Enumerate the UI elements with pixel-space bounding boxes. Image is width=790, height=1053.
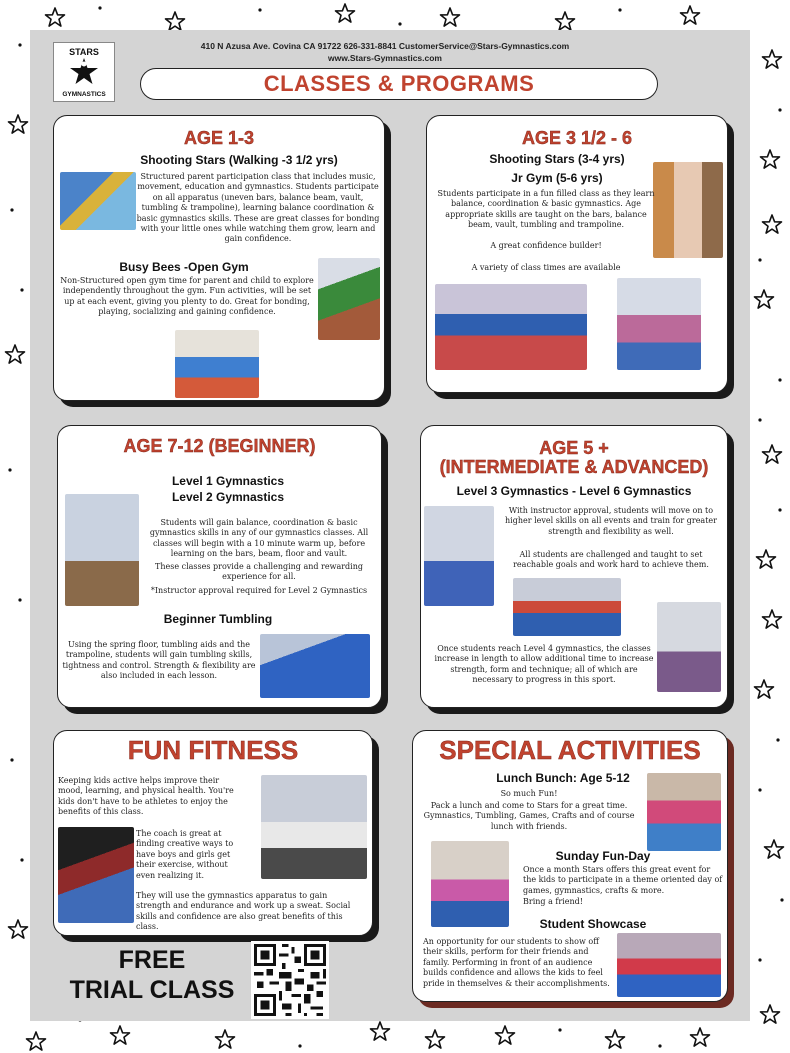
card-title: SPECIAL ACTIVITIES — [439, 735, 701, 765]
apparatus-text: They will use the gymnastics apparatus to gain strength and endurance and work up a sweat. Social skills and confidence are also great benefits of this class. — [136, 891, 351, 932]
fitness-class-photo — [261, 775, 367, 879]
shooting-stars-text: Structured parent participation class that includes music, movement, education and gymnastics. Students participate on all apparatus (uneven bars, balance beam, vault, tumbling & trampoline), learning balance coordination & basic gymnastics skills. These are great classes for bonding with your little ones while watching them grow, learn and gain confidence. — [136, 172, 380, 244]
showcase-heading: Student Showcase — [539, 917, 647, 931]
free-trial-line-2: TRIAL CLASS — [69, 976, 235, 1004]
qr-code-icon — [251, 941, 329, 1019]
logo-star-icon — [54, 43, 114, 101]
card-fun-fitness — [53, 730, 373, 936]
level-4-text: Once students reach Level 4 gymnastics, the classes increase in length to allow additional time to increase strength, form and technique; all of which are necessary to progress in this sport. — [434, 644, 654, 685]
card-title: AGE 1-3 — [183, 128, 255, 148]
class-description: Students participate in a fun filled class as they learn balance, coordination & basic gymnastics. Age appropriate skills are taught on the bars, balance beam, vault, tumbling and trampoline. — [437, 189, 655, 230]
toddler-photo — [60, 172, 136, 230]
level-1-heading: Level 1 Gymnastics — [171, 474, 285, 488]
confidence-line: A great confidence builder! — [490, 241, 602, 250]
lunch-text: Pack a lunch and come to Stars for a great time. Gymnastics, Tumbling, Games, Crafts and of course lunch with friends. — [423, 801, 635, 831]
beam-photo — [513, 578, 621, 636]
card-special-activities — [412, 730, 728, 1002]
card-title: FUN FITNESS — [127, 735, 299, 765]
group-class-photo — [435, 284, 587, 370]
class-description: Students will gain balance, coordination & basic gymnastics skills in any of our gymnastics classes. All classes will begin with a 10 minute warm up, before learning on the bars, beam, floor and vault. — [149, 518, 369, 559]
coach-photo — [58, 827, 134, 923]
fitness-intro: Keeping kids active helps improve their mood, learning, and physical health. You're kids don't have to be athletes to enjoy the benefits of this class. — [58, 776, 234, 817]
tumbling-text: Using the spring floor, tumbling aids and the trampoline, students will gain tumbling skills, tightness and control. Strength & flexibility are also included in each lesson. — [62, 640, 256, 681]
bring-friend: Bring a friend! — [523, 897, 583, 906]
jr-gym-heading: Jr Gym (5-6 yrs) — [511, 171, 603, 185]
card-title: AGE 3 1/2 - 6 — [521, 128, 633, 148]
website-link[interactable]: www.Stars-Gymnastics.com — [327, 53, 442, 63]
card-age-3-6 — [426, 115, 728, 393]
logo-bottom-text: GYMNASTICS — [62, 91, 106, 98]
balance-photo — [657, 602, 721, 692]
sunday-funday-heading: Sunday Fun-Day — [555, 849, 651, 863]
free-trial-callout — [52, 945, 252, 1005]
shooting-stars-heading: Shooting Stars (Walking -3 1/2 yrs) — [140, 153, 338, 167]
lunch-bunch-heading: Lunch Bunch: Age 5-12 — [496, 771, 630, 785]
gymnast-pose-photo — [65, 494, 139, 606]
card-title: AGE 7-12 (BEGINNER) — [123, 436, 316, 456]
instructor-note: *Instructor approval required for Level 2 Gymnastics — [150, 586, 368, 595]
busy-bees-text: Non-Structured open gym time for parent and child to explore independently throughout the gym. Fun activities, will be set up at each event, giving you plenty to do. Great for bonding, playing, socializing and gaining confidence. — [60, 276, 314, 317]
open-gym-photo — [318, 258, 380, 340]
qr-code[interactable] — [251, 941, 329, 1019]
showcase-photo — [617, 933, 721, 997]
class-times-note: A variety of class times are available — [471, 263, 621, 272]
intermediate-text: With instructor approval, students will move on to higher level skills on all events and train for greater strength and flexibility as well. — [505, 506, 717, 536]
card-age-7-12 — [57, 425, 382, 708]
page-title: CLASSES & PROGRAMS — [140, 68, 658, 100]
tumbling-photo — [260, 634, 370, 698]
logo-top-text: STARS — [69, 47, 99, 57]
sunday-photo — [431, 841, 509, 927]
card-age-5-plus — [420, 425, 728, 708]
beginner-tumbling-heading: Beginner Tumbling — [163, 612, 273, 626]
child-play-photo — [175, 330, 259, 398]
bars-photo — [617, 278, 701, 370]
shooting-stars-heading: Shooting Stars (3-4 yrs) — [489, 152, 625, 166]
class-description-2: These classes provide a challenging and rewarding experience for all. — [155, 562, 363, 582]
free-trial-line-1: FREE — [118, 946, 186, 974]
goals-text: All students are challenged and taught to set reachable goals and work hard to achieve them. — [513, 550, 709, 570]
card-age-1-3 — [53, 115, 385, 401]
level-2-heading: Level 2 Gymnastics — [171, 490, 285, 504]
showcase-text: An opportunity for our students to show off their skills, perform for their friends and family. Performing in front of an audience builds confidence and allows the kids to feel pride in themselves & their accomplishments. — [423, 937, 610, 988]
sunday-text: Once a month Stars offers this great event for the kids to participate in a theme oriented day of games, gymnastics, crafts & more. — [523, 865, 723, 895]
card-title: AGE 5 + — [539, 438, 609, 458]
contact-info — [150, 40, 620, 64]
stars-gymnastics-logo — [53, 42, 115, 102]
contact-line: 410 N Azusa Ave. Covina CA 91722 626-331-8841 CustomerService@Stars-Gymnastics.com — [200, 41, 570, 51]
handstand-photo — [424, 506, 494, 606]
lunch-photo — [647, 773, 721, 851]
levels-heading: Level 3 Gymnastics - Level 6 Gymnastics — [456, 484, 692, 498]
coach-text: The coach is great at finding creative ways to have boys and girls get their exercise, without even realizing it. — [136, 829, 234, 880]
lunch-fun: So much Fun! — [500, 789, 558, 798]
card-subtitle: (INTERMEDIATE & ADVANCED) — [439, 457, 709, 477]
wall-bars-photo — [653, 162, 723, 258]
busy-bees-heading: Busy Bees -Open Gym — [119, 260, 249, 274]
